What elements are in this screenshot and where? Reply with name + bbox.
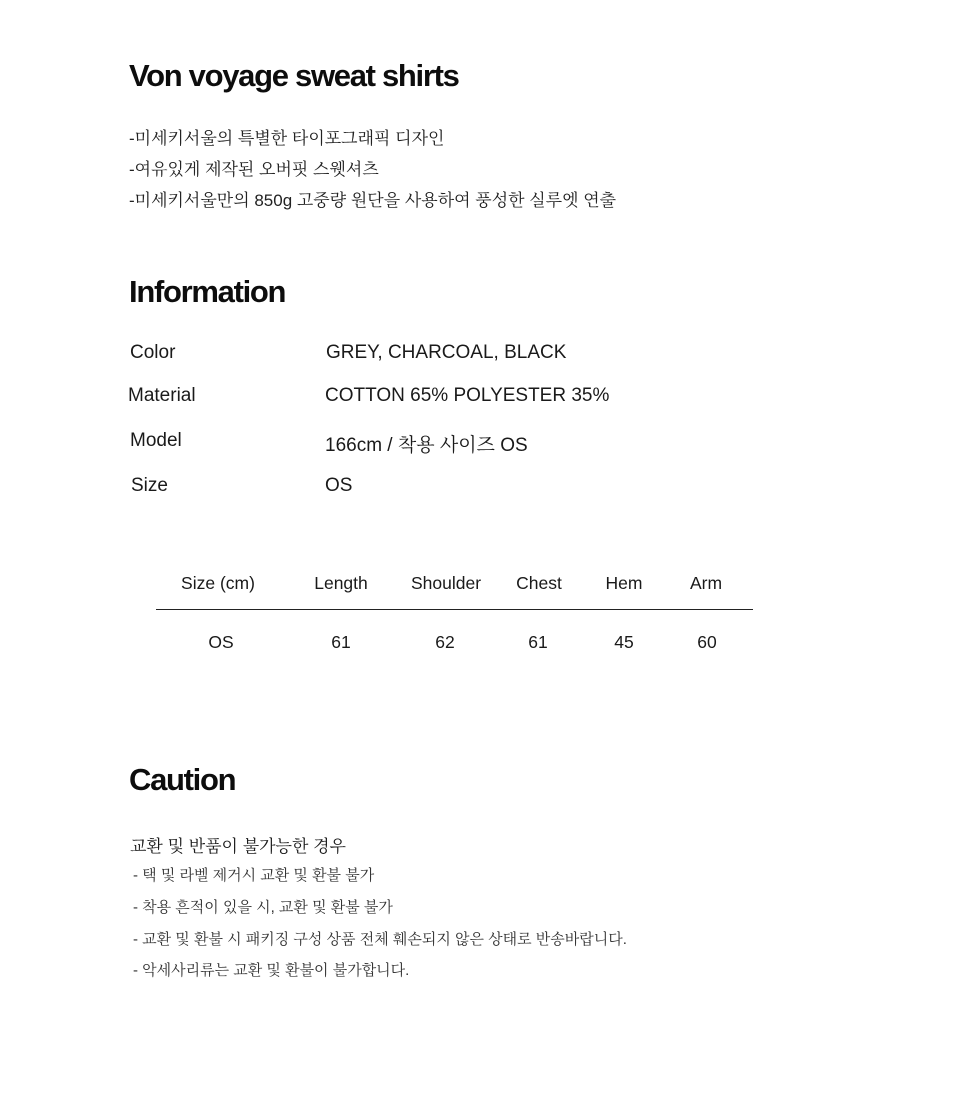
info-label-model: Model [130,430,182,451]
feature-item: -여유있게 제작된 오버핏 스웻셔츠 [129,160,379,179]
info-label-color: Color [130,342,176,363]
product-title: Von voyage sweat shirts [129,58,459,93]
caution-item: - 악세사리류는 교환 및 환불이 불가합니다. [133,962,410,979]
caution-item: - 택 및 라벨 제거시 교환 및 환불 불가 [133,867,375,884]
feature-item: -미세키서울의 특별한 타이포그래픽 디자인 [129,129,445,148]
size-table-header-cell: Arm [689,573,723,593]
size-table-header-cell: Hem [605,573,643,593]
info-value-model: 166cm / 착용 사이즈 OS [325,435,528,456]
size-table-header-cell: Chest [516,573,562,593]
size-table-cell: 60 [697,632,717,652]
info-value-size: OS [325,475,353,496]
caution-item: - 착용 흔적이 있을 시, 교환 및 환불 불가 [133,899,393,916]
caution-subtitle: 교환 및 반품이 불가능한 경우 [130,837,346,856]
info-value-material: COTTON 65% POLYESTER 35% [325,385,610,406]
size-table-header-cell: Shoulder [410,573,482,593]
size-table-divider [156,609,753,610]
information-heading: Information [129,274,286,309]
size-table-cell: 45 [614,632,634,652]
feature-list [129,123,616,216]
caution-item: - 교환 및 환불 시 패키징 구성 상품 전체 훼손되지 않은 상태로 반송바랍니다. [133,931,627,948]
info-label-size: Size [131,475,168,496]
info-label-material: Material [128,385,196,406]
size-table-cell: 61 [528,632,548,652]
caution-heading: Caution [129,762,236,797]
size-table-header-cell: Length [314,573,368,593]
size-table-cell: 62 [435,632,455,652]
size-table-cell: OS [208,632,234,652]
size-table-cell: 61 [331,632,351,652]
size-table-header-cell: Size (cm) [181,573,255,593]
feature-item: -미세키서울만의 850g 고중량 원단을 사용하여 풍성한 실루엣 연출 [129,191,617,210]
info-value-color: GREY, CHARCOAL, BLACK [326,342,567,363]
